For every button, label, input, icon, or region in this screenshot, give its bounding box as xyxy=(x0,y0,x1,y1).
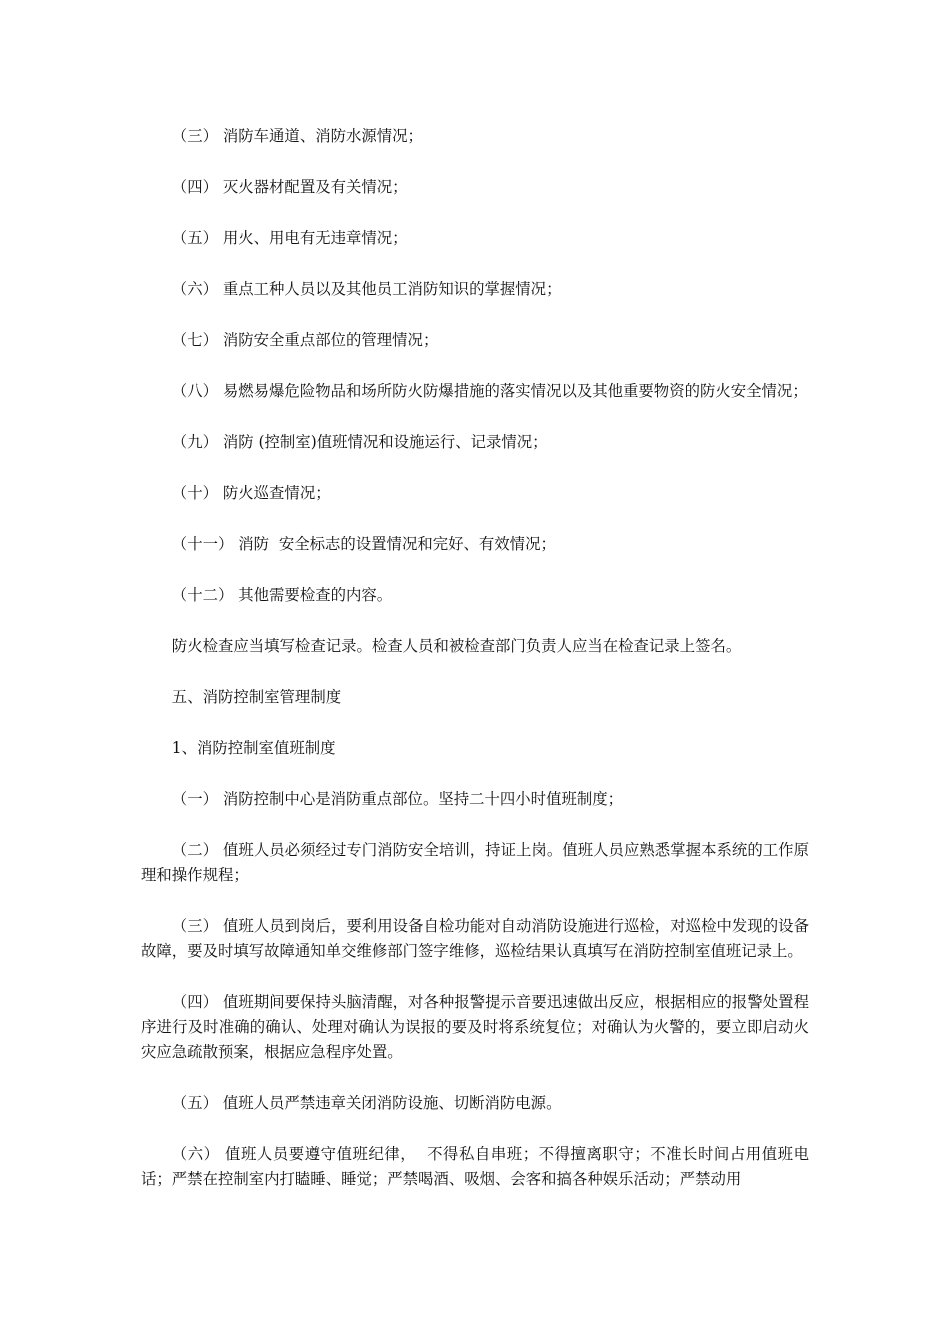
section-heading-5: 五、消防控制室管理制度 xyxy=(171,688,342,706)
paragraph-item-5: （五） 用火、用电有无违章情况； xyxy=(171,229,408,247)
document-body xyxy=(141,124,809,1192)
duty-rule-2: （二） 值班人员必须经过专门消防安全培训，持证上岗。值班人员应熟悉掌握本系统的工作原理和操作规程； xyxy=(141,841,809,884)
paragraph-item-4: （四） 灭火器材配置及有关情况； xyxy=(171,178,408,196)
duty-rule-4: （四） 值班期间要保持头脑清醒，对各种报警提示音要迅速做出反应，根据相应的报警处置程序进行及时准确的确认、处理对确认为误报的要及时将系统复位；对确认为火警的，要立即启动火灾应急疏散预案，根据应急程序处置。 xyxy=(141,993,809,1061)
inspection-record-note: 防火检查应当填写检查记录。检查人员和被检查部门负责人应当在检查记录上签名。 xyxy=(171,637,742,655)
paragraph-item-8: （八） 易燃易爆危险物品和场所防火防爆措施的落实情况以及其他重要物资的防火安全情况； xyxy=(171,382,808,400)
paragraph-item-10: （十） 防火巡查情况； xyxy=(171,484,331,502)
duty-rule-3: （三） 值班人员到岗后，要利用设备自检功能对自动消防设施进行巡检，对巡检中发现的设备故障，要及时填写故障通知单交维修部门签字维修，巡检结果认真填写在消防控制室值班记录上。 xyxy=(141,917,809,960)
paragraph-item-3: （三） 消防车通道、消防水源情况； xyxy=(171,127,423,145)
paragraph-item-12: （十二） 其他需要检查的内容。 xyxy=(171,586,393,604)
paragraph-item-9: （九） 消防 (控制室)值班情况和设施运行、记录情况； xyxy=(171,433,548,451)
paragraph-item-7: （七） 消防安全重点部位的管理情况； xyxy=(171,331,439,349)
subsection-heading-1: 1、消防控制室值班制度 xyxy=(171,739,336,757)
duty-rule-1: （一） 消防控制中心是消防重点部位。坚持二十四小时值班制度； xyxy=(171,790,624,808)
paragraph-item-6: （六） 重点工种人员以及其他员工消防知识的掌握情况； xyxy=(171,280,562,298)
paragraph-item-11: （十一） 消防 安全标志的设置情况和完好、有效情况； xyxy=(171,535,556,553)
duty-rule-6: （六） 值班人员要遵守值班纪律， 不得私自串班；不得擅离职守；不准长时间占用值班电话；严禁在控制室内打瞌睡、睡觉；严禁喝酒、吸烟、会客和搞各种娱乐活动；严禁动用 xyxy=(141,1145,809,1188)
duty-rule-5: （五） 值班人员严禁违章关闭消防设施、切断消防电源。 xyxy=(171,1094,562,1112)
